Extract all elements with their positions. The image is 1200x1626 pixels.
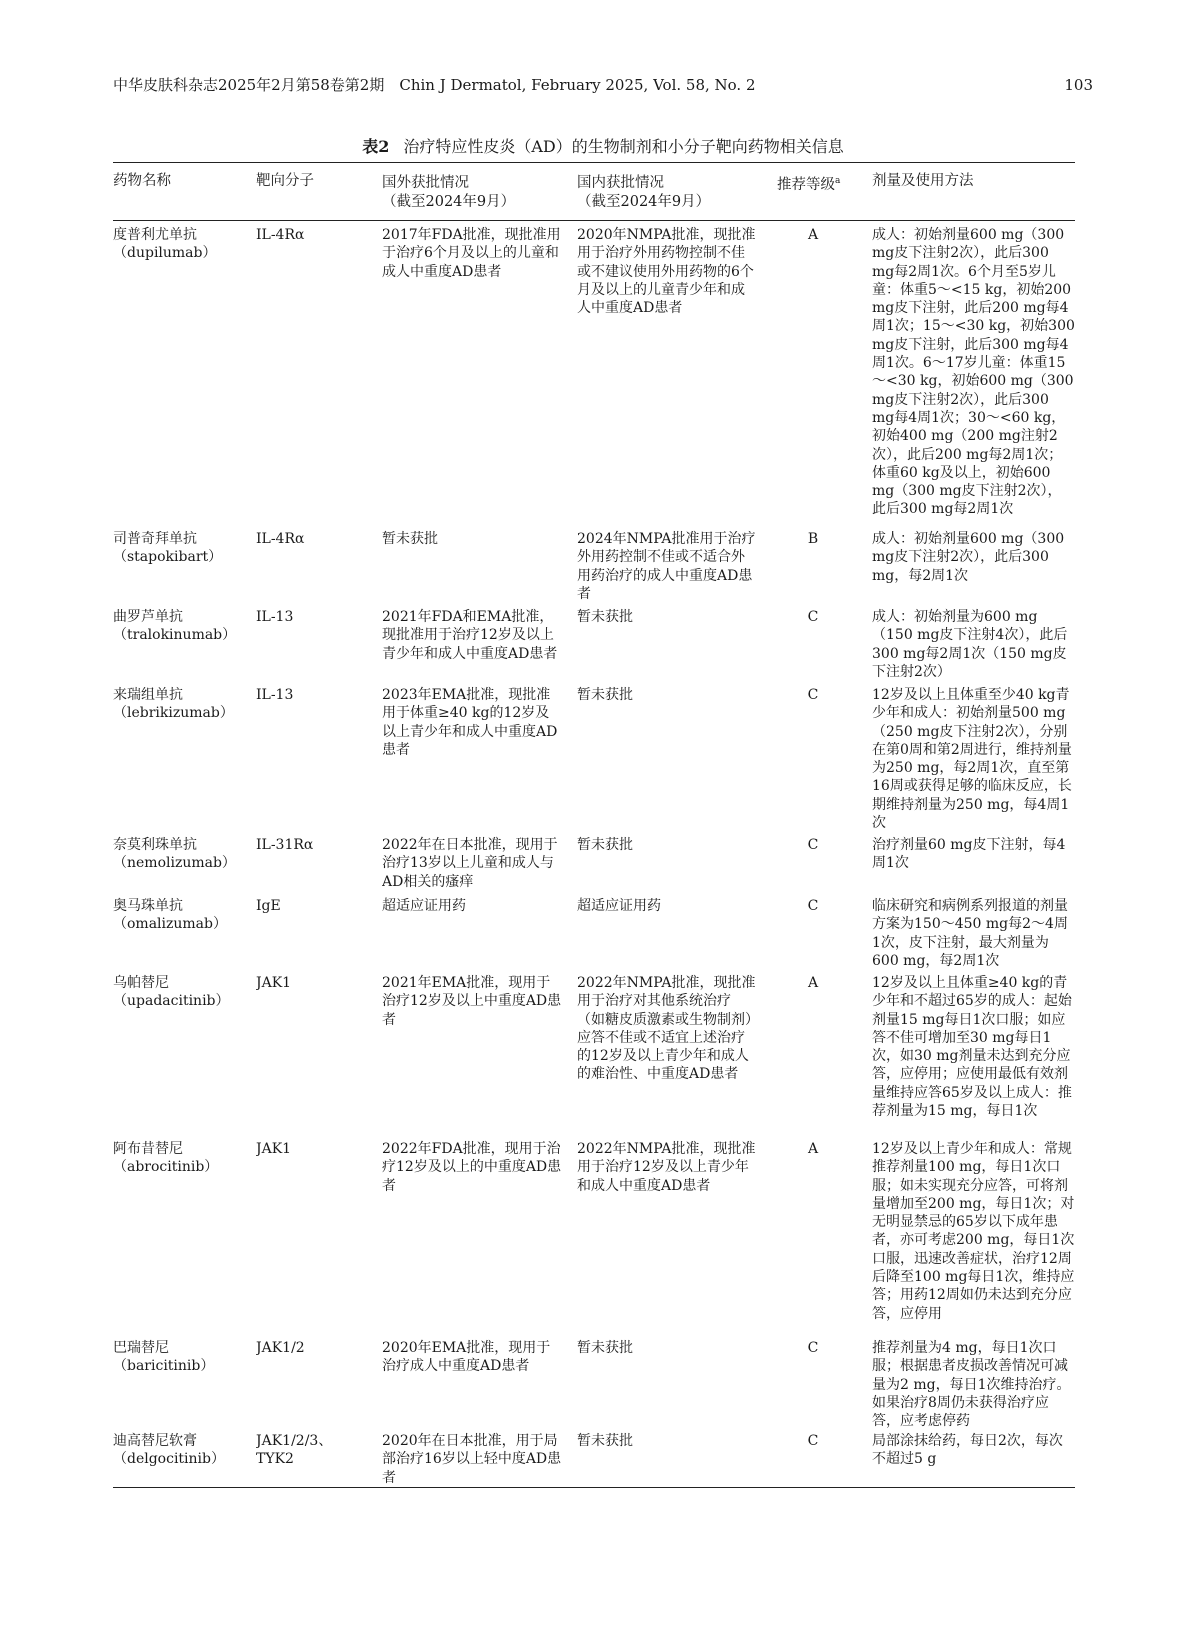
table-row-6-drug (113, 897, 243, 934)
drug-name-cn: 度普利尤单抗 (113, 227, 197, 243)
table-row-4-drug (113, 686, 243, 723)
table-row-3-domestic-approval: 暂未获批 (577, 609, 633, 625)
drug-name-en: （tralokinumab） (113, 627, 237, 644)
table-row-2-target-molecule: IL-4Rα (256, 531, 305, 547)
table-row-2-drug (113, 530, 243, 567)
table-row-1-domestic-approval: 2020年NMPA批准，现批准用于治疗外用药物控制不佳或不建议使用外用药物的6个月及以上的儿童青少年和成人中重度AD患者 (577, 227, 756, 317)
table-row-9-drug (113, 1339, 243, 1376)
table-bottom-rule (113, 1487, 1075, 1488)
col-header-foreign: 国外获批情况 （截至2024年9月） (382, 175, 516, 210)
table-top-rule (113, 162, 1075, 163)
table-row-3-foreign-approval: 2021年FDA和EMA批准，现批准用于治疗12岁及以上青少年和成人中重度AD患者 (382, 609, 558, 662)
drug-name-cn: 巴瑞替尼 (113, 1340, 169, 1356)
table-row-2-dosage-usage: 成人：初始剂量600 mg（300 mg皮下注射2次），此后300 mg，每2周1次 (872, 531, 1065, 584)
table-row-7-domestic-approval: 2022年NMPA批准，现批准用于治疗对其他系统治疗（如糖皮质激素或生物制剂）应答不佳或不适宜上述治疗的12岁及以上青少年和成人的难治性、中重度AD患者 (577, 975, 756, 1083)
table-row-5-dosage-usage: 治疗剂量60 mg皮下注射，每4周1次 (872, 837, 1066, 872)
table-row-1-drug (113, 226, 243, 263)
col-header-domestic: 国内获批情况 （截至2024年9月） (577, 175, 711, 210)
table-row-4-target-molecule: IL-13 (256, 687, 294, 703)
table-row-2-foreign-approval: 暂未获批 (382, 531, 438, 547)
table-row-5-foreign-approval: 2022年在日本批准，现用于治疗13岁以上儿童和成人与AD相关的瘙痒 (382, 837, 558, 890)
table-row-10-foreign-approval: 2020年在日本批准，用于局部治疗16岁以上轻中度AD患者 (382, 1433, 562, 1486)
table-row-5-domestic-approval: 暂未获批 (577, 837, 633, 853)
table-row-6-target-molecule: IgE (256, 898, 281, 914)
table-row-7-target-molecule: JAK1 (256, 975, 292, 991)
drug-name-en: （lebrikizumab） (113, 705, 234, 722)
drug-name-en: （omalizumab） (113, 916, 227, 933)
drug-name-en: （baricitinib） (113, 1358, 215, 1375)
table-row-9-target-molecule: JAK1/2 (256, 1340, 305, 1356)
table-row-3-dosage-usage: 成人：初始剂量为600 mg（150 mg皮下注射4次），此后300 mg每2周1次（150 mg皮下注射2次） (872, 609, 1068, 680)
table-label: 表2 (362, 137, 390, 156)
table-row-10-drug (113, 1432, 243, 1469)
table-row-7-dosage-usage: 12岁及以上且体重≥40 kg的青少年和不超过65岁的成人：起始剂量15 mg每日1次口服；如应答不佳可增加至30 mg每日1次，如30 mg剂量未达到充分应答，应停用；应使用最低有效剂量维持应答65岁及以上成人：推荐剂量为15 mg，每日1次 (872, 975, 1072, 1120)
table-row-9-domestic-approval: 暂未获批 (577, 1340, 633, 1356)
table-row-3-target-molecule: IL-13 (256, 609, 294, 625)
table-row-7-recommendation-grade: A (807, 975, 819, 991)
drug-name-cn: 迪高替尼软膏 (113, 1433, 197, 1449)
table-row-8-recommendation-grade: A (807, 1141, 819, 1157)
table-row-9-recommendation-grade: C (807, 1340, 819, 1356)
table-row-10-domestic-approval: 暂未获批 (577, 1433, 633, 1449)
table-row-10-dosage-usage: 局部涂抹给药，每日2次，每次不超过5 g (872, 1433, 1063, 1468)
table-row-5-recommendation-grade: C (807, 837, 819, 853)
table-caption (113, 136, 1093, 158)
drug-name-cn: 曲罗芦单抗 (113, 609, 183, 625)
drug-name-en: （nemolizumab） (113, 855, 236, 872)
table-row-1-foreign-approval: 2017年FDA批准，现批准用于治疗6个月及以上的儿童和成人中重度AD患者 (382, 227, 561, 280)
drug-name-en: （delgocitinib） (113, 1451, 225, 1468)
table-row-8-domestic-approval: 2022年NMPA批准，现批准用于治疗12岁及以上青少年和成人中重度AD患者 (577, 1141, 756, 1194)
table-row-10-target-molecule: JAK1/2/3、TYK2 (256, 1433, 333, 1468)
drug-name-en: （abrocitinib） (113, 1159, 219, 1176)
table-row-5-drug (113, 836, 243, 873)
drug-name-en: （dupilumab） (113, 245, 217, 262)
drug-name-cn: 乌帕替尼 (113, 975, 169, 991)
table-row-6-domestic-approval: 超适应证用药 (577, 898, 661, 914)
table-row-2-domestic-approval: 2024年NMPA批准用于治疗外用药控制不佳或不适合外用药治疗的成人中重度AD患者 (577, 531, 756, 602)
drug-name-cn: 奥马珠单抗 (113, 898, 183, 914)
table-row-9-foreign-approval: 2020年EMA批准，现用于治疗成人中重度AD患者 (382, 1340, 551, 1375)
drug-name-cn: 来瑞组单抗 (113, 687, 183, 703)
drug-name-cn: 阿布昔替尼 (113, 1141, 183, 1157)
drug-name-en: （stapokibart） (113, 549, 223, 566)
table-row-9-dosage-usage: 推荐剂量为4 mg，每日1次口服；根据患者皮损改善情况可减量为2 mg，每日1次维持治疗。如果治疗8周仍未获得治疗应答，应考虑停药 (872, 1340, 1071, 1430)
grade-footnote-marker: a (835, 176, 841, 186)
table-row-6-dosage-usage: 临床研究和病例系列报道的剂量方案为150～450 mg每2～4周1次，皮下注射，最大剂量为600 mg，每2周1次 (872, 898, 1068, 969)
col-header-drug: 药物名称 (113, 173, 171, 189)
table-row-3-drug (113, 608, 243, 645)
table-row-1-recommendation-grade: A (807, 227, 819, 243)
table-row-1-dosage-usage: 成人：初始剂量600 mg（300 mg皮下注射2次），此后300 mg每2周1次。6个月至5岁儿童：体重5～<15 kg，初始200 mg皮下注射，此后200 mg每4周1次；15～<30 kg，初始300 mg皮下注射，此后300 mg每4周1次。6～17岁儿童：体重15～<30 kg，初始600 mg（300 mg皮下注射2次），此后300 mg每4周1次；30～<60 kg，初始400 mg（200 mg注射2次），此后200 mg每2周1次；体重60 kg及以上，初始600 mg（300 mg皮下注射2次），此后300 mg每2周1次 (872, 227, 1075, 518)
table-row-3-recommendation-grade: C (807, 609, 819, 625)
drug-name-cn: 司普奇拜单抗 (113, 531, 197, 547)
table-row-4-domestic-approval: 暂未获批 (577, 687, 633, 703)
table-row-6-foreign-approval: 超适应证用药 (382, 898, 466, 914)
table-row-8-dosage-usage: 12岁及以上青少年和成人：常规推荐剂量100 mg，每日1次口服；如未实现充分应答，可将剂量增加至200 mg，每日1次；对无明显禁忌的65岁以下成年患者，亦可考虑200 mg，每日1次口服，迅速改善症状，治疗12周后降至100 mg每日1次，维持应答；用药12周如仍未达到充分应答，应停用 (872, 1141, 1075, 1322)
running-header (113, 74, 1093, 96)
table-row-4-foreign-approval: 2023年EMA批准，现批准用于体重≥40 kg的12岁及以上青少年和成人中重度AD患者 (382, 687, 558, 758)
col-header-dosage: 剂量及使用方法 (872, 173, 974, 189)
table-row-7-drug (113, 974, 243, 1011)
table-row-8-drug (113, 1140, 243, 1177)
table-row-1-target-molecule: IL-4Rα (256, 227, 305, 243)
table-row-8-target-molecule: JAK1 (256, 1141, 292, 1157)
col-header-target: 靶向分子 (256, 173, 314, 189)
table-title: 治疗特应性皮炎（AD）的生物制剂和小分子靶向药物相关信息 (403, 137, 844, 156)
table-header-rule (113, 220, 1075, 221)
table-row-4-recommendation-grade: C (807, 687, 819, 703)
table-row-5-target-molecule: IL-31Rα (256, 837, 314, 853)
table-row-4-dosage-usage: 12岁及以上且体重至少40 kg青少年和成人：初始剂量500 mg（250 mg皮下注射2次），分别在第0周和第2周进行，维持剂量为250 mg，每2周1次，直至第16周或获得足够的临床反应，长期维持剂量为250 mg，每4周1次 (872, 687, 1072, 832)
table-row-8-foreign-approval: 2022年FDA批准，现用于治疗12岁及以上的中重度AD患者 (382, 1141, 562, 1194)
table-row-2-recommendation-grade: B (807, 531, 819, 547)
table-row-7-foreign-approval: 2021年EMA批准，现用于治疗12岁及以上中重度AD患者 (382, 975, 562, 1028)
journal-citation: 中华皮肤科杂志2025年2月第58卷第2期 Chin J Dermatol, February 2025, Vol. 58, No. 2 (113, 76, 756, 94)
drug-name-en: （upadacitinib） (113, 993, 230, 1010)
table-row-6-recommendation-grade: C (807, 898, 819, 914)
table-row-10-recommendation-grade: C (807, 1433, 819, 1449)
page-number: 103 (1064, 76, 1093, 94)
col-header-grade: 推荐等级$^a$ (777, 176, 841, 193)
drug-name-cn: 奈莫利珠单抗 (113, 837, 197, 853)
